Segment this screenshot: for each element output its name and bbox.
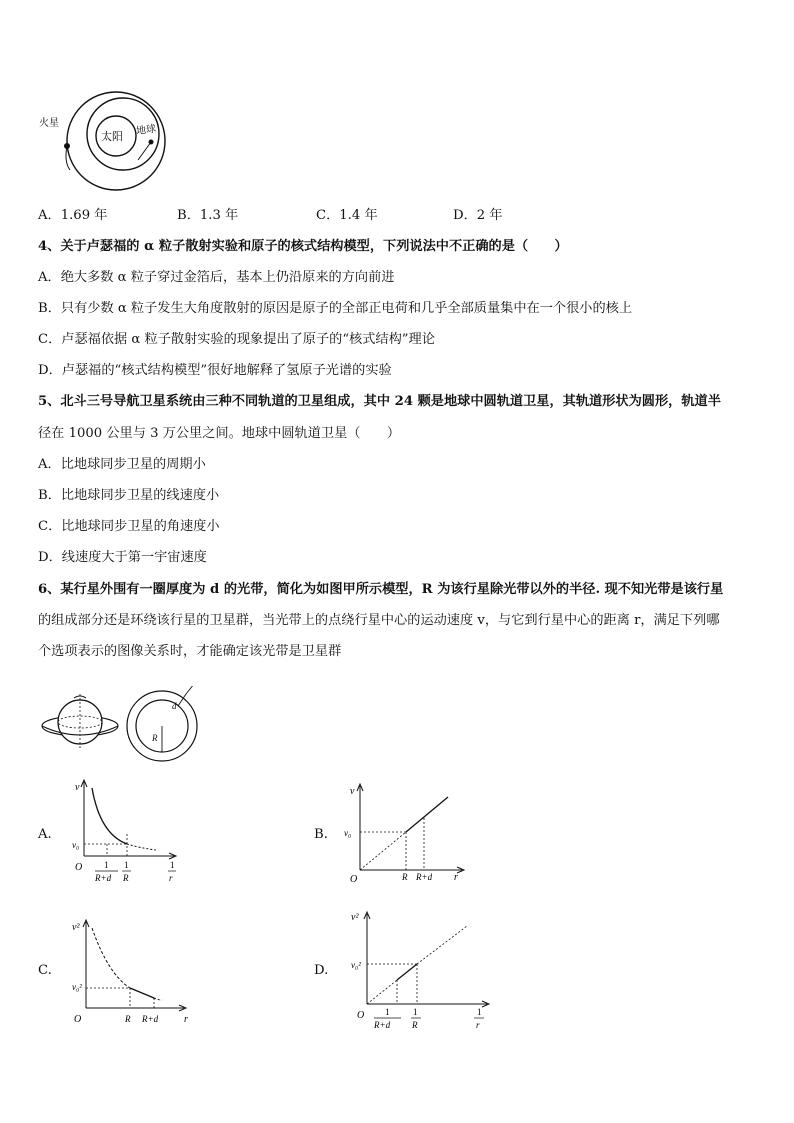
q3-option-c: C．1.4 年 bbox=[316, 208, 378, 223]
q6-option-b-label: B. bbox=[314, 827, 328, 842]
earth-path bbox=[138, 142, 151, 160]
q5-stem-line1: 5、北斗三号导航卫星系统由三种不同轨道的卫星组成，其中 24 颗是地球中圆轨道卫星，其轨道形状为圆形，轨道半 bbox=[38, 394, 721, 409]
graph-b-y-label: v bbox=[350, 786, 355, 797]
graph-d-x2-den: R bbox=[412, 1020, 418, 1030]
graph-d-dashed-upper bbox=[417, 926, 467, 964]
q3-option-d: D．2 年 bbox=[453, 208, 503, 223]
graph-b-solid-line bbox=[406, 797, 448, 832]
q6-stem-line1: 6、某行星外围有一圈厚度为 d 的光带，简化为如图甲所示模型，R 为该行星除光带以外的半径. 现不知光带是该行星 bbox=[38, 582, 724, 597]
graph-b bbox=[340, 782, 470, 884]
graph-a-xaxis-num: 1 bbox=[170, 860, 175, 870]
q6-stem-line3: 个选项表示的图像关系时，才能确定该光带是卫星群 bbox=[38, 644, 342, 659]
graph-d-x2-num: 1 bbox=[413, 1007, 418, 1017]
q6-stem-line2: 的组成部分还是环绕该行星的卫星群，当光带上的点绕行星中心的运动速度 v，与它到行星中心的距离 r，满足下列哪 bbox=[38, 613, 720, 628]
graph-c-curve-dashed bbox=[92, 928, 130, 988]
graph-a-curve bbox=[92, 788, 127, 844]
graph-b-dashed-line bbox=[360, 832, 406, 870]
d-pointer bbox=[186, 686, 194, 694]
q4-option-b: B．只有少数 α 粒子发生大角度散射的原因是原子的全部正电荷和几乎全部质量集中在一个很小的核上 bbox=[38, 301, 633, 316]
mars-label: 火星 bbox=[39, 118, 59, 129]
graph-a-origin: O bbox=[75, 862, 83, 873]
graph-c bbox=[72, 916, 196, 1028]
q6-option-d-label: D. bbox=[314, 963, 329, 978]
q4-option-c: C．卢瑟福依据 α 粒子散射实验的现象提出了原子的“核式结构”理论 bbox=[38, 332, 435, 347]
earth-label: 地球 bbox=[135, 123, 157, 138]
graph-c-x2: R+d bbox=[142, 1014, 159, 1024]
graph-a-v0: v₀ bbox=[72, 840, 80, 850]
graph-b-v0: v₀ bbox=[344, 828, 352, 838]
graph-a-curve-dashed bbox=[127, 844, 156, 850]
graph-c-v0: v₀² bbox=[72, 982, 82, 992]
q4-stem: 4、关于卢瑟福的 α 粒子散射实验和原子的核式结构模型，下列说法中不正确的是（ ） bbox=[38, 239, 568, 254]
q3-option-a: A．1.69 年 bbox=[38, 208, 108, 223]
q4-option-a: A．绝大多数 α 粒子穿过金箔后，基本上仍沿原来的方向前进 bbox=[38, 270, 395, 285]
graph-b-x2: R+d bbox=[416, 872, 433, 882]
graph-d-y-label: v² bbox=[351, 912, 359, 923]
sun-label: 太阳 bbox=[101, 131, 123, 143]
graph-d-origin: O bbox=[357, 1010, 365, 1021]
graph-d bbox=[345, 906, 493, 1030]
q5-option-b: B．比地球同步卫星的线速度小 bbox=[38, 488, 220, 503]
graph-c-origin: O bbox=[74, 1014, 82, 1025]
graph-c-curve-tail bbox=[154, 998, 162, 1000]
graph-a-xaxis-den: r bbox=[169, 873, 173, 883]
annulus-figure bbox=[122, 686, 212, 766]
graph-d-solid-line bbox=[397, 964, 417, 980]
graph-b-origin: O bbox=[350, 874, 358, 884]
orbit-figure bbox=[38, 90, 178, 194]
q5-stem-line2: 径在 1000 公里与 3 万公里之间。地球中圆轨道卫星（ ） bbox=[38, 426, 401, 441]
graph-a-x2-den: R bbox=[123, 873, 129, 883]
graph-d-dashed-lower bbox=[367, 980, 397, 1004]
label-R: R bbox=[152, 733, 158, 743]
graph-a bbox=[70, 778, 190, 890]
graph-d-v0: v₀² bbox=[351, 960, 361, 970]
graph-c-xaxis: r bbox=[184, 1014, 188, 1025]
q6-option-c-label: C. bbox=[38, 963, 52, 978]
q5-option-c: C．比地球同步卫星的角速度小 bbox=[38, 519, 220, 534]
graph-b-xaxis: r bbox=[454, 872, 458, 883]
graph-a-y-label: v bbox=[75, 782, 80, 793]
graph-d-xaxis-num: 1 bbox=[477, 1007, 482, 1017]
graph-c-y-label: v² bbox=[72, 922, 80, 933]
q4-option-d: D．卢瑟福的“核式结构模型”很好地解释了氢原子光谱的实验 bbox=[38, 363, 392, 378]
rotation-arrow bbox=[74, 696, 86, 698]
graph-b-x1: R bbox=[402, 872, 408, 882]
graph-c-curve bbox=[130, 988, 154, 998]
label-d: d bbox=[172, 701, 177, 711]
graph-a-x1-den: R+d bbox=[95, 873, 112, 883]
q5-option-d: D．线速度大于第一宇宙速度 bbox=[38, 550, 207, 565]
graph-a-x1-num: 1 bbox=[104, 860, 109, 870]
graph-d-x1-num: 1 bbox=[385, 1007, 390, 1017]
graph-c-x1: R bbox=[125, 1014, 131, 1024]
q5-option-a: A．比地球同步卫星的周期小 bbox=[38, 457, 206, 472]
graph-d-x1-den: R+d bbox=[374, 1020, 391, 1030]
planet-figure bbox=[40, 688, 130, 760]
q6-option-a-label: A. bbox=[38, 827, 52, 842]
graph-d-xaxis-den: r bbox=[476, 1020, 480, 1030]
q3-option-b: B．1.3 年 bbox=[177, 208, 239, 223]
graph-a-x2-num: 1 bbox=[124, 860, 129, 870]
